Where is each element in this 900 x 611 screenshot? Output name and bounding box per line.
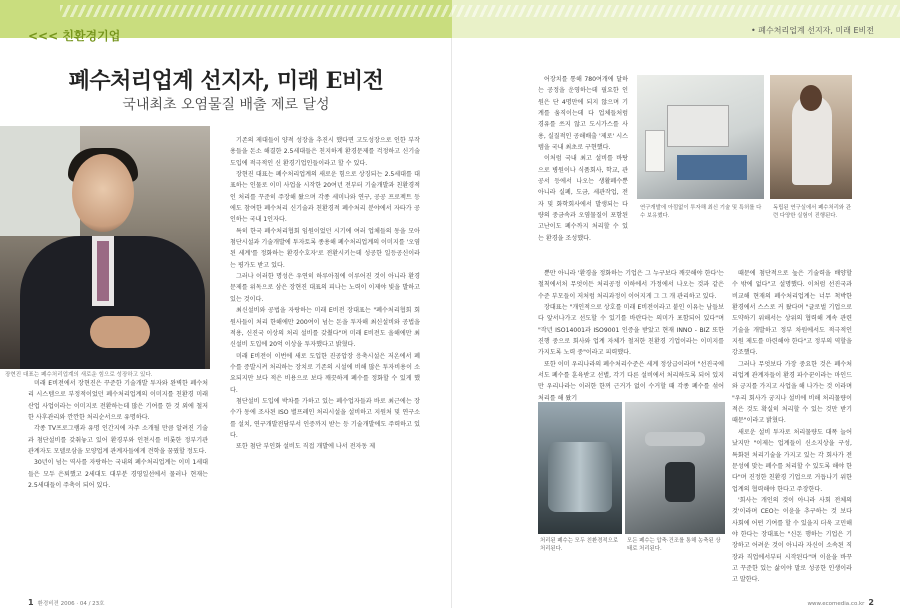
running-header: • 폐수처리업계 선지자, 미래 E비전 [751,26,874,35]
paragraph: 때문에 첨단적으로 높은 기술력을 배양할 수 밖에 없다"고 설명했다. 이처럼 선진국과 비교해 현재의 폐수처리업계는 너무 척박한 환경에서 스스로 커 왔다며 "글로벌 기업으로 도약하기 위해서는 상위의 협력해 계속 관련 기술을 개발하고 정부 차원에서도 적극적인 지원 제도를 마련해야 한다"고 정부의 역할을 강조했다. [732,270,852,357]
lab-photo-caption: 연구개발에 아낌없이 투자해 최신 기술 및 특허를 다수 보유했다. [640,205,762,219]
lab-researcher-photo [770,75,852,199]
page-gutter [451,38,452,608]
paragraph: 새로운 설비 투자로 처리물량도 대폭 늘어났지만 "이제는 업계들이 신소지상을 구성, 특화된 처리기술을 가지고 있는 각 회사가 전문성에 맞는 폐수를 처리할 수 있도록 해야 한다"며 진정한 친환경 기업으로 거듭나기 위한 업계의 협력해야 한다고 주장한다. [732,428,852,493]
paragraph: 미래 E비전에서 장현진은 꾸준한 기술개발 투자와 완벽한 폐수처리 시스템으로 부정적이었던 폐수처리업계의 이미지를 친환경 미래산업 사업이라는 이미지로 전환하는데 많은 기여를 한 것 외에 철저한 사후관리와 깐깐한 처리순서으로 유명하다. [28,380,208,422]
section-label: <<< 친환경기업 [28,29,121,43]
paragraph: 장대표는 "개인적으로 상호를 미래 E비전이라고 붙인 이유는 남들보다 앞서나가고 선도할 수 있기를 바란다는 의미가 포함되어 있다"며 "작년 ISO14001과 ISO9001 인증을 받았고 현재 INNO - BIZ 또한 진행 중으로 회사와 업계 자체가 철저한 친환경 기업이라는 이미지를 가지도록 노력 중"이라고 피력했다. [538,304,724,357]
paragraph: 뿐만 아니라 '환경을 정화하는 기업은 그 누구보다 깨끗해야 한다'는 철칙에서처 무엇이든 처리공정 이하에서 가정에서 나오는 것과 같은 수준 부모들이 저처럼 처리과정이 이어지게 그 그 개 관리하고 있다. [538,270,724,300]
body-column-b [28,378,208,491]
body-column-e [538,268,724,404]
article-title: 폐수처리업계 선지자, 미래 E비전 [68,68,384,94]
paragraph: 또한 첨단 부인화 설비도 직접 개발에 나서 전자동 제 [236,443,376,451]
paragraph: 그러나 이러한 명성은 우연히 하루아침에 이루어진 것이 아니라 환경문제를 위독으로 삼은 장현진 대표의 피나는 노력이 이제야 빛을 발하고 있는 것이다. [230,273,420,303]
paragraph: 그러나 무엇보다 가장 중요한 것은 폐수처리업계 관계자들이 환경 파수꾼이라는 마인드와 긍지를 가지고 사업을 해 나가는 것 이라며 "우리 회사가 궁지나 설비에 비해 처리물량이 적은 것도 확실히 처리할 수 있는 것만 받기 때문"이라고 밝혔다. [732,360,852,425]
body-column-f [732,268,852,586]
paragraph: 또한 이미 우리나라의 폐수처리수준은 세계 정상급이라며 "선진국에서도 폐수를 훈육받고 선별, 각기 다른 설비에서 처리하도록 되어 있지만 우리나라는 이러한 한꺼 근거가 없이 수거할 때 각종 폐수를 섞어 처리를 해 왔기 [538,360,724,402]
footer-left [28,598,104,607]
page-number-left: 1 [28,598,34,607]
body-column-d [538,74,628,244]
paragraph: 각종 TV프로그램과 유명 인간지에 자주 소개될 만큼 알려진 기술과 첨단설비를 갖춰놓고 있어 환경부와 인천시를 비롯한 정부기관 관계자도 모델로삼을 모양업계 관계자들에게 견학을 꿈꿨할 정도다. [28,425,208,456]
valve-photo-caption: 모든 폐수는 압축·건조를 통해 농축된 상태로 처리된다. [627,538,721,552]
main-photo-caption: 장현진 대표는 폐수처리업계의 새로운 힘으로 성장하고 있다. [5,372,153,378]
footer-right [808,598,874,607]
paragraph: 특히 한국 폐수처리협회 임원이었던 시기에 여러 업체들의 동을 모아 첨단시설과 기술개발에 투자토록 종용해 폐수처리업계의 이미지를 '오염된 세계'를 정화하는 환경수호자'로 전환시키는데 성공한 일등공신이라는 평가도 받고 있다. [230,227,420,269]
paragraph: 첨단설비 도입에 박차를 가하고 있는 폐수업자들과 바로 최근에는 장수가 동에 조사된 ISO 별프레인 처리시설을 설비하고 지원처 및 연구소를 설치, 연구개발전담부서 인증까지 받는 등 기술개발에도 주력하고 있다. [230,397,420,439]
paragraph: 어장치를 통해 780여개에 달하는 공정을 운영하는데 필요한 인원은 단 4명만에 되지 않으며 기계를 움직이는데 다 업체들처럼 경유를 쓰지 않고 도시가스를 사용, 실질적인 공해배출 '제로' 시스템을 국내 최초로 구현했다. [538,76,628,152]
body-column-a [230,135,420,453]
header-stripes [60,5,900,17]
ceo-portrait-photo [0,126,210,369]
pipe-valve-photo [625,402,725,534]
paragraph: '회사는 개인의 것이 아니라 사회 전체의 것'이라며 CEO는 이윤을 추구하는 것 보다 사회에 어떤 기여를 할 수 있을지 더욱 고민해야 한다는 장대표는 "신돈 행하는 기업은 기장하고 어려운 것이 아니라 자신이 소속된 직장과 직업에서부터 시작된다"며 이윤을 바꾸고 꾸준한 있는 삶이야 말로 성공한 인생이라고 말한다. [732,496,852,584]
website-url: www.ecomedia.co.kr [807,601,865,607]
issue-info: 환경비젼 2006 · 04 / 23호 [37,601,105,607]
paragraph: 장현진 대표는 폐수처리업계의 새로운 힘으로 상징되는 2.5세대를 대표하는 인물로 이미 사업을 시작한 20여년 전부터 기술개발과 친환경적인 처리를 꾸준히 주장해 왔으며 각종 세미나와 연구, 공공 프로젝트 등에도 참여한 폐수처리 신기술과 친환경적 폐수처리 분야에서 자타가 공인하는 국내 1인자다. [230,171,420,224]
lab-equipment-photo [637,75,764,199]
treatment-tank-photo [538,402,622,534]
researcher-photo-caption: 독립된 연구실에서 폐수처리와 관련 다양한 실험이 진행된다. [773,205,852,219]
paragraph: 30년이 넘는 역사를 자랑하는 국내의 폐수처리업계는 이미 1세대들은 모두 은퇴했고 2세대도 대부분 경영일선에서 물러나 현재는 2.5세대들이 주축이 되어 있다. [28,459,208,490]
paragraph: 이처럼 국내 최고 설비를 바탕으로 병원이나 식품회사, 학교, 관공서 등에서 나오는 생활폐수뿐 아니라 실폐, 도금, 세관작업, 전자 및 화학회사에서 발생되는 다량의 중금속과 오염물질이 포함된 고난이도 폐수까지 처리할 수 있는 환경을 조성했다. [538,155,628,242]
paragraph: 기존의 제대들이 양적 성장을 추진시 했다면 고도성장으로 인한 부작용들을 돈소 해결한 2.5세대들은 친지하게 환경문제를 걱정하고 신기술 도입에 적극적인 신 환경기업인들이라고 할 수 있다. [230,137,420,167]
article-subtitle: 국내최초 오염물질 배출 제로 달성 [122,97,330,113]
paragraph: 미래 E비전이 이번에 새로 도입한 진공압장 응축시설은 저온에서 폐수를 증발시켜 처리하는 장치로 기존의 시설에 비해 많은 투자비용이 소요되지만 보다 적은 비용으로 보다 깨끗하게 폐수를 정화할 수 있게 했다. [230,352,420,394]
page-number-right: 2 [868,598,874,607]
header-bar [0,0,900,52]
paragraph: 최신설비와 공법을 자랑하는 미래 E비전 장대표는 "폐수처리협회 회원사들이 처리 한해에만 200여이 넘는 돈을 투자해 최신설비와 공법을 적용, 신진국 이상의 처리 설비를 갖췄다"며 미래 E비전도 올해에만 최신설비 도입에 20억 이상을 투자했다고 밝혔다. [230,307,420,349]
tank-photo-caption: 처리된 폐수는 모두 친환경적으로 처리된다. [540,538,619,552]
